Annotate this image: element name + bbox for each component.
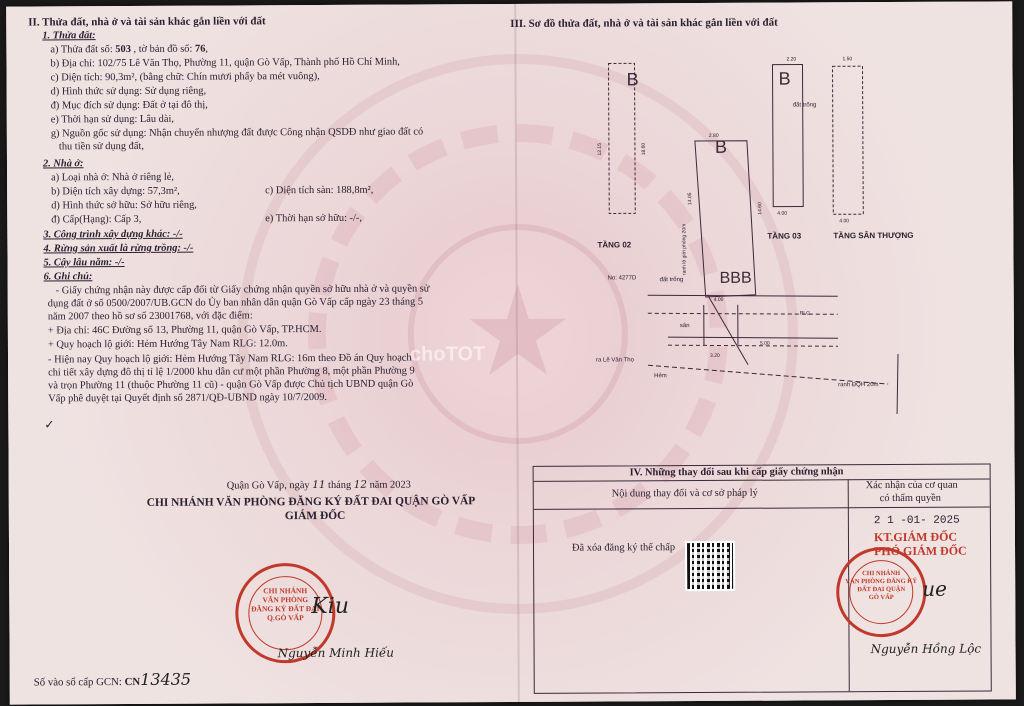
dimension-label: 14.05 [687,192,694,206]
yard-label: sân [679,323,690,330]
date-year: năm 2023 [366,479,411,491]
director-title: GIÁM ĐỐC [284,509,346,523]
other-works: 3. Công trình xây dựng khác: -/- [43,228,183,241]
issuing-office: CHI NHÁNH VĂN PHÒNG ĐĂNG KÝ ĐẤT ĐAI QUẬN GÒ VẤP [146,495,476,509]
dimension-label: 18.60 [640,142,647,156]
stamp-line: VĂN PHÒNG ĐĂNG KÝ [845,577,918,586]
dimension-label: 4.00 [839,218,850,225]
issue-date [227,479,411,493]
section-title-left: II. Thửa đất, nhà ở và tài sản khác gắn liền với đất [28,15,266,29]
land-address: b) Địa chỉ: 102/75 Lê Văn Thọ, Phường 11, quận Gò Vấp, Thành phố Hồ Chí Minh, [50,56,400,70]
floor3-door-mark: B [778,68,791,89]
stamp-line: VĂN PHÒNG [262,595,309,605]
land-origin-cont: thu tiền sử dụng đất, [58,140,144,153]
authority-header-line1: Xác nhận của cơ quan [865,479,958,492]
floor3-label: TẦNG 03 [767,231,802,241]
road-line [648,294,838,297]
confirmation-date: 2 1 -01- 2025 [873,514,960,528]
land-area: c) Diện tích: 90,3m², (bằng chữ: Chín mươi phẩy ba mét vuông), [50,70,320,84]
rooftop-outline [833,66,864,214]
land-number: 503 [115,43,131,56]
dimension-label: 4.00 [777,210,788,217]
note-line: chi tiết xây dựng đô thị tỉ lệ 1/2000 khu dân cư một phần Phường 8, một phần Phường 9 [48,365,415,379]
changes-content-header [534,479,848,510]
house-heading: 2. Nhà ở: [42,158,84,170]
note-line: và trọn Phường 11 (thuộc Phường 11 cũ) - quận Gò Vấp được Chủ tịch UBND quận Gò [48,378,414,392]
land-number-line [50,44,208,57]
note-line: - Giấy chứng nhận này được cấp đổi từ Giấy chứng nhận quyền sở hữu nhà ở và quyền sử [55,283,430,297]
map-sheet-number: 76 [194,43,206,55]
land-use-form: d) Hình thức sử dụng: Sử dụng riêng, [50,85,207,98]
dimension-label: 5.00 [759,340,770,347]
stamp-line: Q.GÒ VẤP [267,613,304,623]
house-ownership: d) Hình thức sở hữu: Sở hữu riêng, [51,199,197,212]
date-day: 11 [312,478,326,492]
house-floor-area: c) Diện tích sàn: 188,8m², [265,184,374,197]
stamp-text [839,570,923,602]
land-number-end: , [205,43,209,55]
office-stamp-right [836,547,926,637]
house-type: a) Loại nhà ở: Nhà ở riêng lẻ, [51,171,175,184]
dimension-label: 12.15 [596,143,603,156]
registration-cn: CN [124,675,141,689]
land-number-label: a) Thửa đất số: [50,44,116,56]
note-line: dụng đất ở số 0500/2007/UB.GCN do Ủy ban nhân dân quận Gò Vấp cấp ngày 23 tháng 5 [47,296,424,310]
road-line [668,344,838,347]
land-use-purpose: đ) Mục đích sử dụng: Đất ở tại đô thị, [50,99,208,112]
deputy-title: KT.GIÁM ĐỐC [873,529,958,545]
dimension-label: 2.20 [786,56,797,63]
registration-handwritten-number: 13435 [140,669,192,689]
note-line: năm 2007 theo hồ sơ số 23001768, với đặc điểm: [47,310,253,323]
stamp-line: ĐĂNG KÝ ĐẤT ĐAI [251,604,320,614]
note-line: + Quy hoạch lộ giới: Hẻm Hướng Tây Nam RLG: 12.0m. [47,338,288,351]
land-heading: 1. Thửa đất: [42,30,96,42]
street-label: ra Lê Văn Thọ [596,357,634,364]
stamp-line: CHI NHÁNH [862,569,901,578]
dimension-label: 1.50 [842,56,853,63]
lot-door-mark: B [714,136,727,157]
house-grade: đ) Cấp(Hạng): Cấp 3, [51,213,142,226]
planted-forest: 4. Rừng sản xuất là rừng trồng: -/- [43,242,194,255]
stamp-line: CHI NHÁNH [263,586,308,596]
lot-mark: BBB [719,269,752,287]
empty-land-label: đất trống [792,102,817,109]
stamp-line: ĐẤT ĐAI QUẬN [857,585,906,594]
floor2-label: TẦNG 02 [597,240,632,250]
certificate-sheet [6,1,1016,704]
date-prefix: Quận Gò Vấp, ngày [226,480,313,492]
registration-label: Số vào sổ cấp GCN: [33,676,125,689]
rooftop-label: TẦNG SÂN THƯỢNG [833,230,914,241]
road-boundary-label: ranh lộ giới phòng 20m [681,223,688,276]
map-sheet-label: , tờ bản đồ số: [130,43,196,55]
changes-table-title: IV. Những thay đổi sau khi cấp giấy chứng nhận [629,466,844,479]
change-entry: Đã xóa đăng ký thế chấp [571,542,676,554]
plan-no-label: No: 4277D [607,275,637,282]
land-use-term: e) Thời hạn sử dụng: Lâu dài, [50,113,174,126]
signer-name-right: Nguyễn Hồng Lộc [870,641,982,657]
note-line: - Hiện nay Quy hoạch lộ giới: Hẻm Hướng Tây Nam RLG: 16m theo Đồ án Quy hoạch [48,352,412,366]
house-built-area: b) Diện tích xây dựng: 57,3m², [51,185,180,198]
perennial-trees: 5. Cây lâu năm: -/- [43,257,125,269]
date-month: 12 [353,478,367,491]
vice-director-signature: ue [922,576,948,601]
land-plan-diagram [586,44,928,416]
signer-name-left: Nguyễn Minh Hiếu [277,645,395,661]
qr-code-icon[interactable] [687,543,733,589]
authority-header [848,478,990,508]
changes-content-header-label: Nội dung thay đổi và cơ sở pháp lý [611,487,758,500]
vice-director-title: PHÓ GIÁM ĐỐC [874,543,967,559]
alley-label: Hẻm [654,373,667,380]
director-signature: Kiu [311,593,350,620]
dimension-label: 4.00 [713,296,724,303]
registration-number [33,669,192,689]
signature-mark-icon: ✓ [44,417,55,432]
section-title-right: III. Sơ đồ thửa đất, nhà ở và tài sản khác gắn liền với đất [510,16,778,30]
land-origin: g) Nguồn gốc sử dụng: Nhận chuyển nhượng đất được Công nhận QSDĐ như giao đất có [50,126,424,140]
authority-header-line2: có thẩm quyền [879,492,941,505]
north-arrow-line [896,354,898,416]
stamp-line: GÒ VẤP [868,593,894,602]
choTOT-watermark: choTOT [409,343,486,366]
rlg-label: RLG [799,310,811,317]
road-line [668,336,838,339]
dimension-label: 3.20 [710,352,720,359]
note-line: Vấp phê duyệt tại Quyết định số 2871/QĐ-UBND ngày 10/7/2009. [48,391,328,405]
dimension-label: 14.60 [757,202,764,215]
note-line: + Địa chỉ: 46C Đường số 13, Phường 11, quận Gò Vấp, TP.HCM. [47,323,322,337]
dimension-label: 2.80 [708,132,719,139]
notes-heading: 6. Ghi chú: [43,271,93,283]
date-month-label: tháng [325,479,354,491]
planning-boundary-label: ranh ĐQH 20m [838,382,879,389]
empty-land-label: đất trống [659,277,684,284]
changes-table [533,463,992,693]
floor2-door-mark: B [626,69,639,90]
house-term: e) Thời hạn sở hữu: -/-, [265,212,362,225]
